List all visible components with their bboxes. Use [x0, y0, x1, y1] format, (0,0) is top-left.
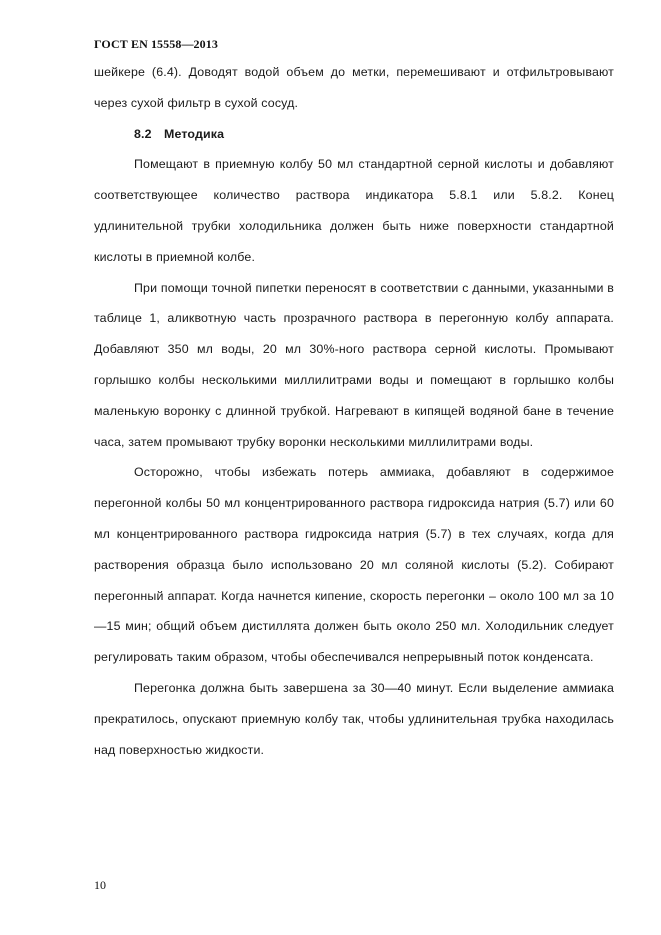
section-title: Методика [164, 126, 225, 141]
page-number: 10 [94, 878, 106, 892]
paragraph-2: При помощи точной пипетки переносят в соответствии с данными, указанными в таблице 1, аликвотную часть прозрачного раствора в перегонную колбу аппарата. Добавляют 350 мл воды, 20 мл 30%-ного раствора серной кислоты. Промывают горлышко колбы несколькими миллилитрами воды и помещают в горлышко колбы маленькую воронку с длинной трубкой. Нагревают в кипящей водяной бане в течение часа, затем промывают трубку воронки несколькими миллилитрами воды. [94, 280, 614, 449]
section-heading [94, 119, 614, 150]
standard-header: ГОСТ EN 15558—2013 [94, 37, 218, 51]
paragraph-1: Помещают в приемную колбу 50 мл стандартной серной кислоты и добавляют соответствующее количество раствора индикатора 5.8.1 или 5.8.2. Конец удлинительной трубки холодильника должен быть ниже поверхности стандартной кислоты в приемной колбе. [94, 157, 614, 264]
section-number: 8.2 [134, 126, 152, 141]
paragraph-3: Осторожно, чтобы избежать потерь аммиака, добавляют в содержимое перегонной колбы 50 мл концентрированного раствора гидроксида натрия (5.7) или 60 мл концентрированного раствора гидроксида натрия (5.7) в тех случаях, когда для растворения образца было использовано 20 мл соляной кислоты (5.2). Собирают перегонный аппарат. Когда начнется кипение, скорость перегонки – около 100 мл за 10—15 мин; общий объем дистиллята должен быть около 250 мл. Холодильник следует регулировать таким образом, чтобы обеспечивался непрерывный поток конденсата. [94, 465, 614, 665]
paragraph-4: Перегонка должна быть завершена за 30—40 минут. Если выделение аммиака прекратилось, опускают приемную колбу так, чтобы удлинительная трубка находилась над поверхностью жидкости. [94, 680, 614, 757]
body-text [94, 57, 614, 765]
intro-paragraph: шейкере (6.4). Доводят водой объем до метки, перемешивают и отфильтровывают через сухой фильтр в сухой сосуд. [94, 65, 614, 110]
